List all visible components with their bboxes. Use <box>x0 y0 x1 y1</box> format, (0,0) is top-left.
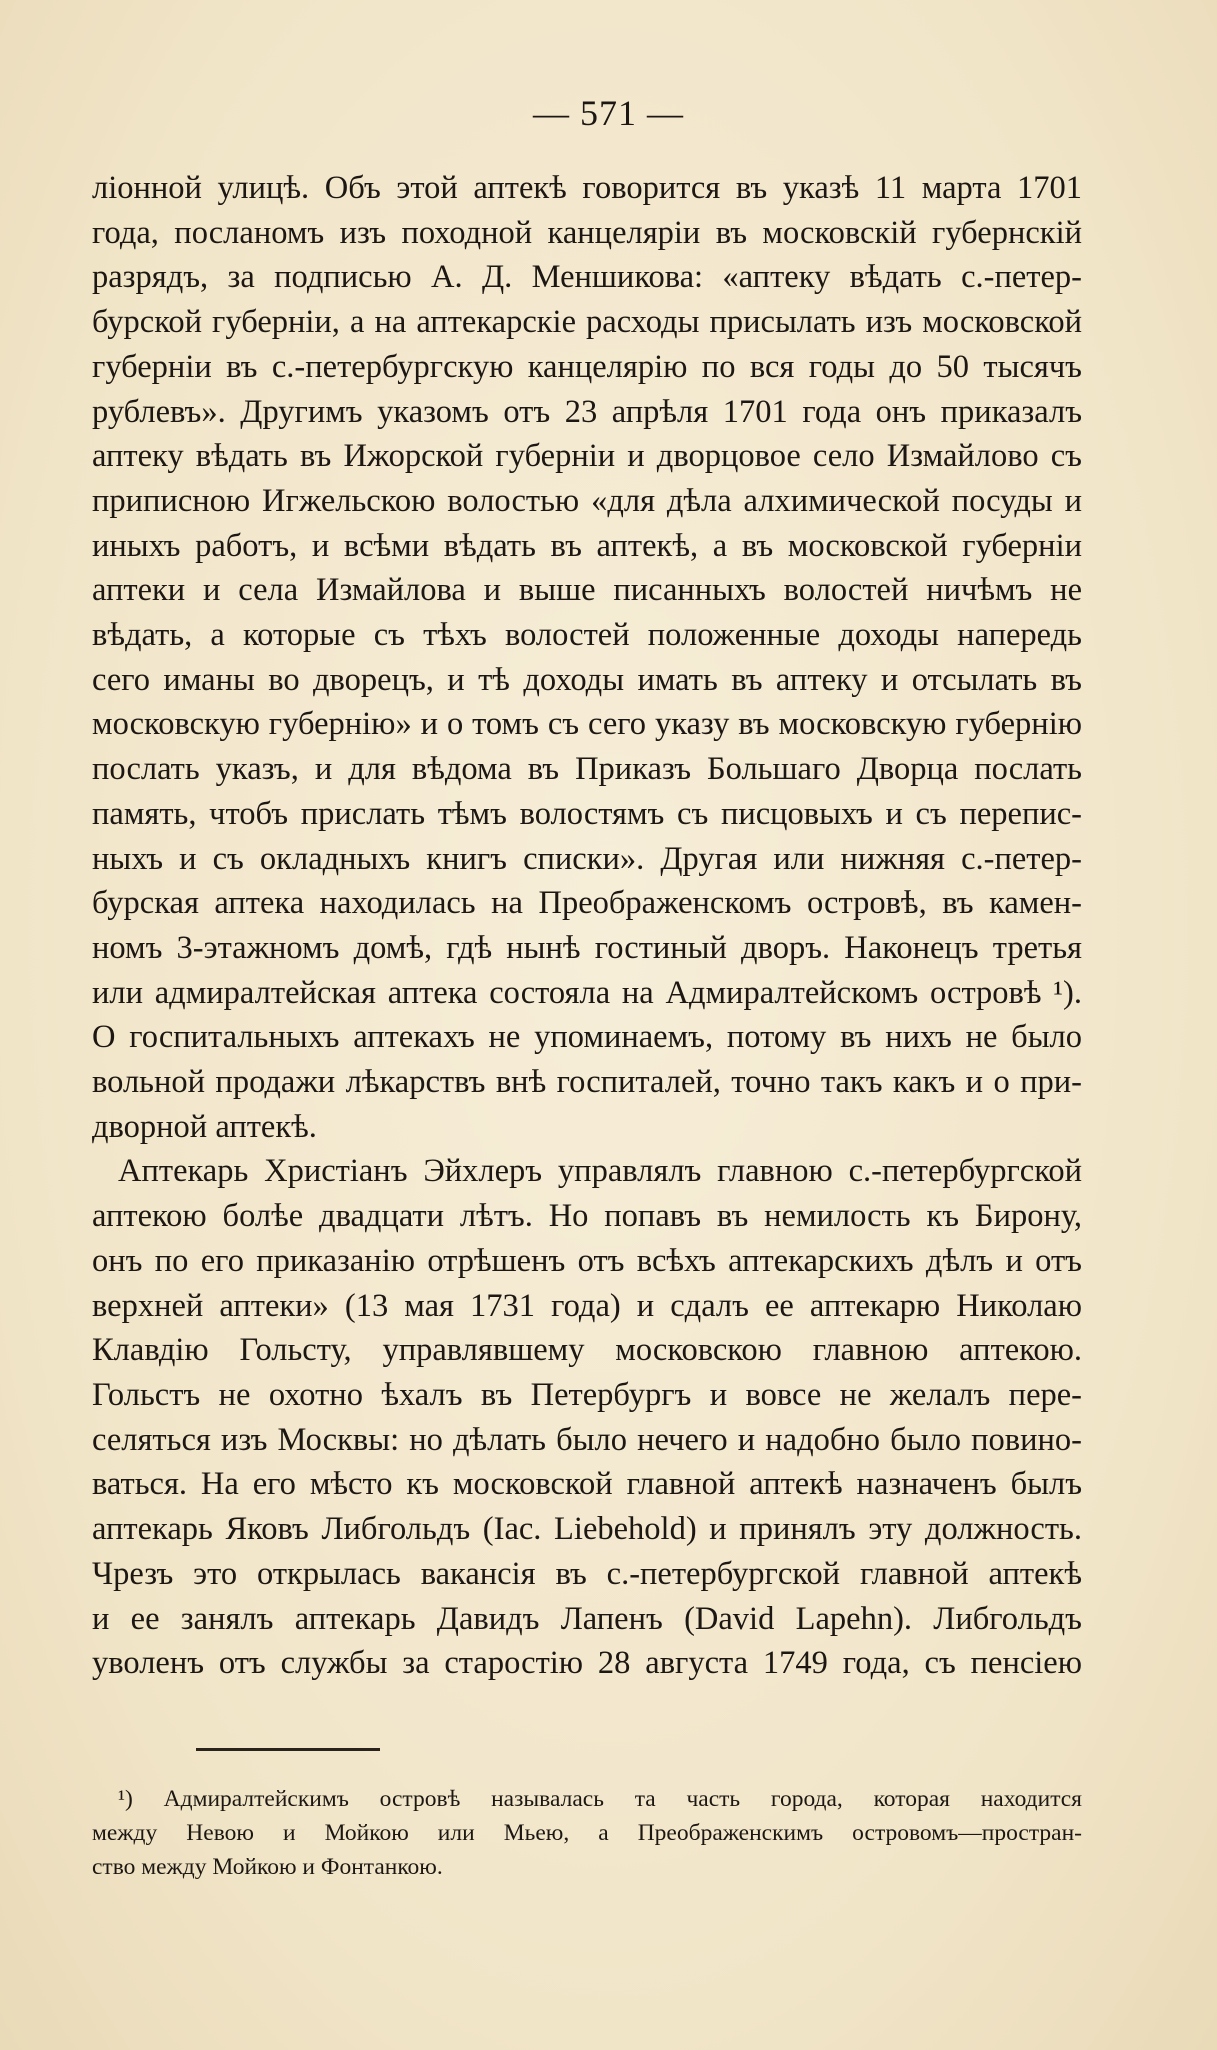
footnote-divider <box>196 1748 380 1751</box>
text-line: иныхъ работъ, и всѣми вѣдать въ аптекѣ, а въ московской губерніи <box>92 527 1082 564</box>
text-line: ліонной улицѣ. Объ этой аптекѣ говорится въ указѣ 11 марта 1701 <box>92 170 1082 206</box>
text-line: Клавдію Гольсту, управлявшему московскою главною аптекою. <box>92 1332 1082 1369</box>
text-line: сего иманы во дворецъ, и тѣ доходы имать въ аптеку и отсылать въ <box>92 661 1082 698</box>
text-line: онъ по его приказанію отрѣшенъ отъ всѣхъ аптекарскихъ дѣлъ и отъ <box>92 1242 1082 1279</box>
text-line: послать указъ, и для вѣдома въ Приказъ Большаго Дворца послать <box>92 751 1082 788</box>
text-line: или адмиралтейская аптека состояла на Адмиралтейскомъ островѣ ¹). <box>92 974 1082 1011</box>
footnote-line: ство между Мойкою и Фонтанкою. <box>92 1854 443 1880</box>
text-line: Чрезъ это открылась вакансія въ с.-петербургской главной аптекѣ <box>92 1555 1082 1592</box>
text-line: года, посланомъ изъ походной канцеляріи въ московскій губернскій <box>92 214 1082 251</box>
page-number: — 571 — <box>533 93 684 133</box>
text-line: аптекою болѣе двадцати лѣтъ. Но попавъ въ немилость къ Бирону, <box>92 1198 1082 1235</box>
text-line: ваться. На его мѣсто къ московской главной аптекѣ назначенъ былъ <box>92 1466 1082 1503</box>
text-line: дворной аптекѣ. <box>92 1108 317 1145</box>
footnote-line: ¹) Адмиралтейскимъ островѣ называлась та часть города, которая находится <box>118 1786 1082 1812</box>
text-line: селяться изъ Москвы: но дѣлать было нечего и надобно было повино- <box>92 1421 1082 1458</box>
text-line: верхней аптеки» (13 мая 1731 года) и сдалъ ее аптекарю Николаю <box>92 1287 1082 1324</box>
text-line: вѣдать, а которые съ тѣхъ волостей положенные доходы напередь <box>92 617 1082 654</box>
text-line: бурской губерніи, а на аптекарскіе расходы присылать изъ московской <box>92 304 1082 341</box>
footnote-line: между Невою и Мойкою или Мьею, а Преображенскимъ островомъ—простран- <box>92 1820 1082 1846</box>
text-line: разрядъ, за подписью А. Д. Меншикова: «аптеку вѣдать с.-петер- <box>92 259 1082 296</box>
text-line: номъ 3-этажномъ домѣ, гдѣ нынѣ гостиный дворъ. Наконецъ третья <box>92 929 1082 966</box>
text-line: уволенъ отъ службы за старостію 28 августа 1749 года, съ пенсіею <box>92 1645 1082 1682</box>
text-line: приписною Игжельскою волостью «для дѣла алхимической посуды и <box>92 482 1082 519</box>
text-line: аптеки и села Измайлова и выше писанныхъ волостей ничѣмъ не <box>92 572 1082 609</box>
text-line: аптеку вѣдать въ Ижорской губерніи и дворцовое село Измайлово съ <box>92 438 1082 475</box>
text-line: аптекарь Яковъ Либгольдъ (Iac. Liebehold) и принялъ эту должность. <box>92 1511 1082 1548</box>
text-line: Гольстъ не охотно ѣхалъ въ Петербургъ и вовсе не желалъ пере- <box>92 1376 1082 1413</box>
text-line: Аптекарь Христіанъ Эйхлеръ управлялъ главною с.-петербургской <box>118 1153 1082 1190</box>
text-line: губерніи въ с.-петербургскую канцелярію по вся годы до 50 тысячъ <box>92 348 1082 385</box>
text-line: бурская аптека находилась на Преображенскомъ островѣ, въ камен- <box>92 885 1082 922</box>
text-line: ныхъ и съ окладныхъ книгъ списки». Другая или нижняя с.-петер- <box>92 840 1082 877</box>
text-line: О госпитальныхъ аптекахъ не упоминаемъ, потому въ нихъ не было <box>92 1019 1082 1056</box>
text-line: московскую губернію» и о томъ съ сего указу въ московскую губернію <box>92 706 1082 743</box>
text-line: и ее занялъ аптекарь Давидъ Лапенъ (David Lapehn). Либгольдъ <box>92 1600 1082 1637</box>
text-line: вольной продажи лѣкарствъ внѣ госпиталей, точно такъ какъ и о при- <box>92 1064 1082 1101</box>
text-line: рублевъ». Другимъ указомъ отъ 23 апрѣля 1701 года онъ приказалъ <box>92 393 1082 430</box>
footnotes <box>92 1782 1082 1884</box>
body-text <box>92 166 1082 1686</box>
text-line: память, чтобъ прислать тѣмъ волостямъ съ писцовыхъ и съ перепис- <box>92 795 1082 832</box>
